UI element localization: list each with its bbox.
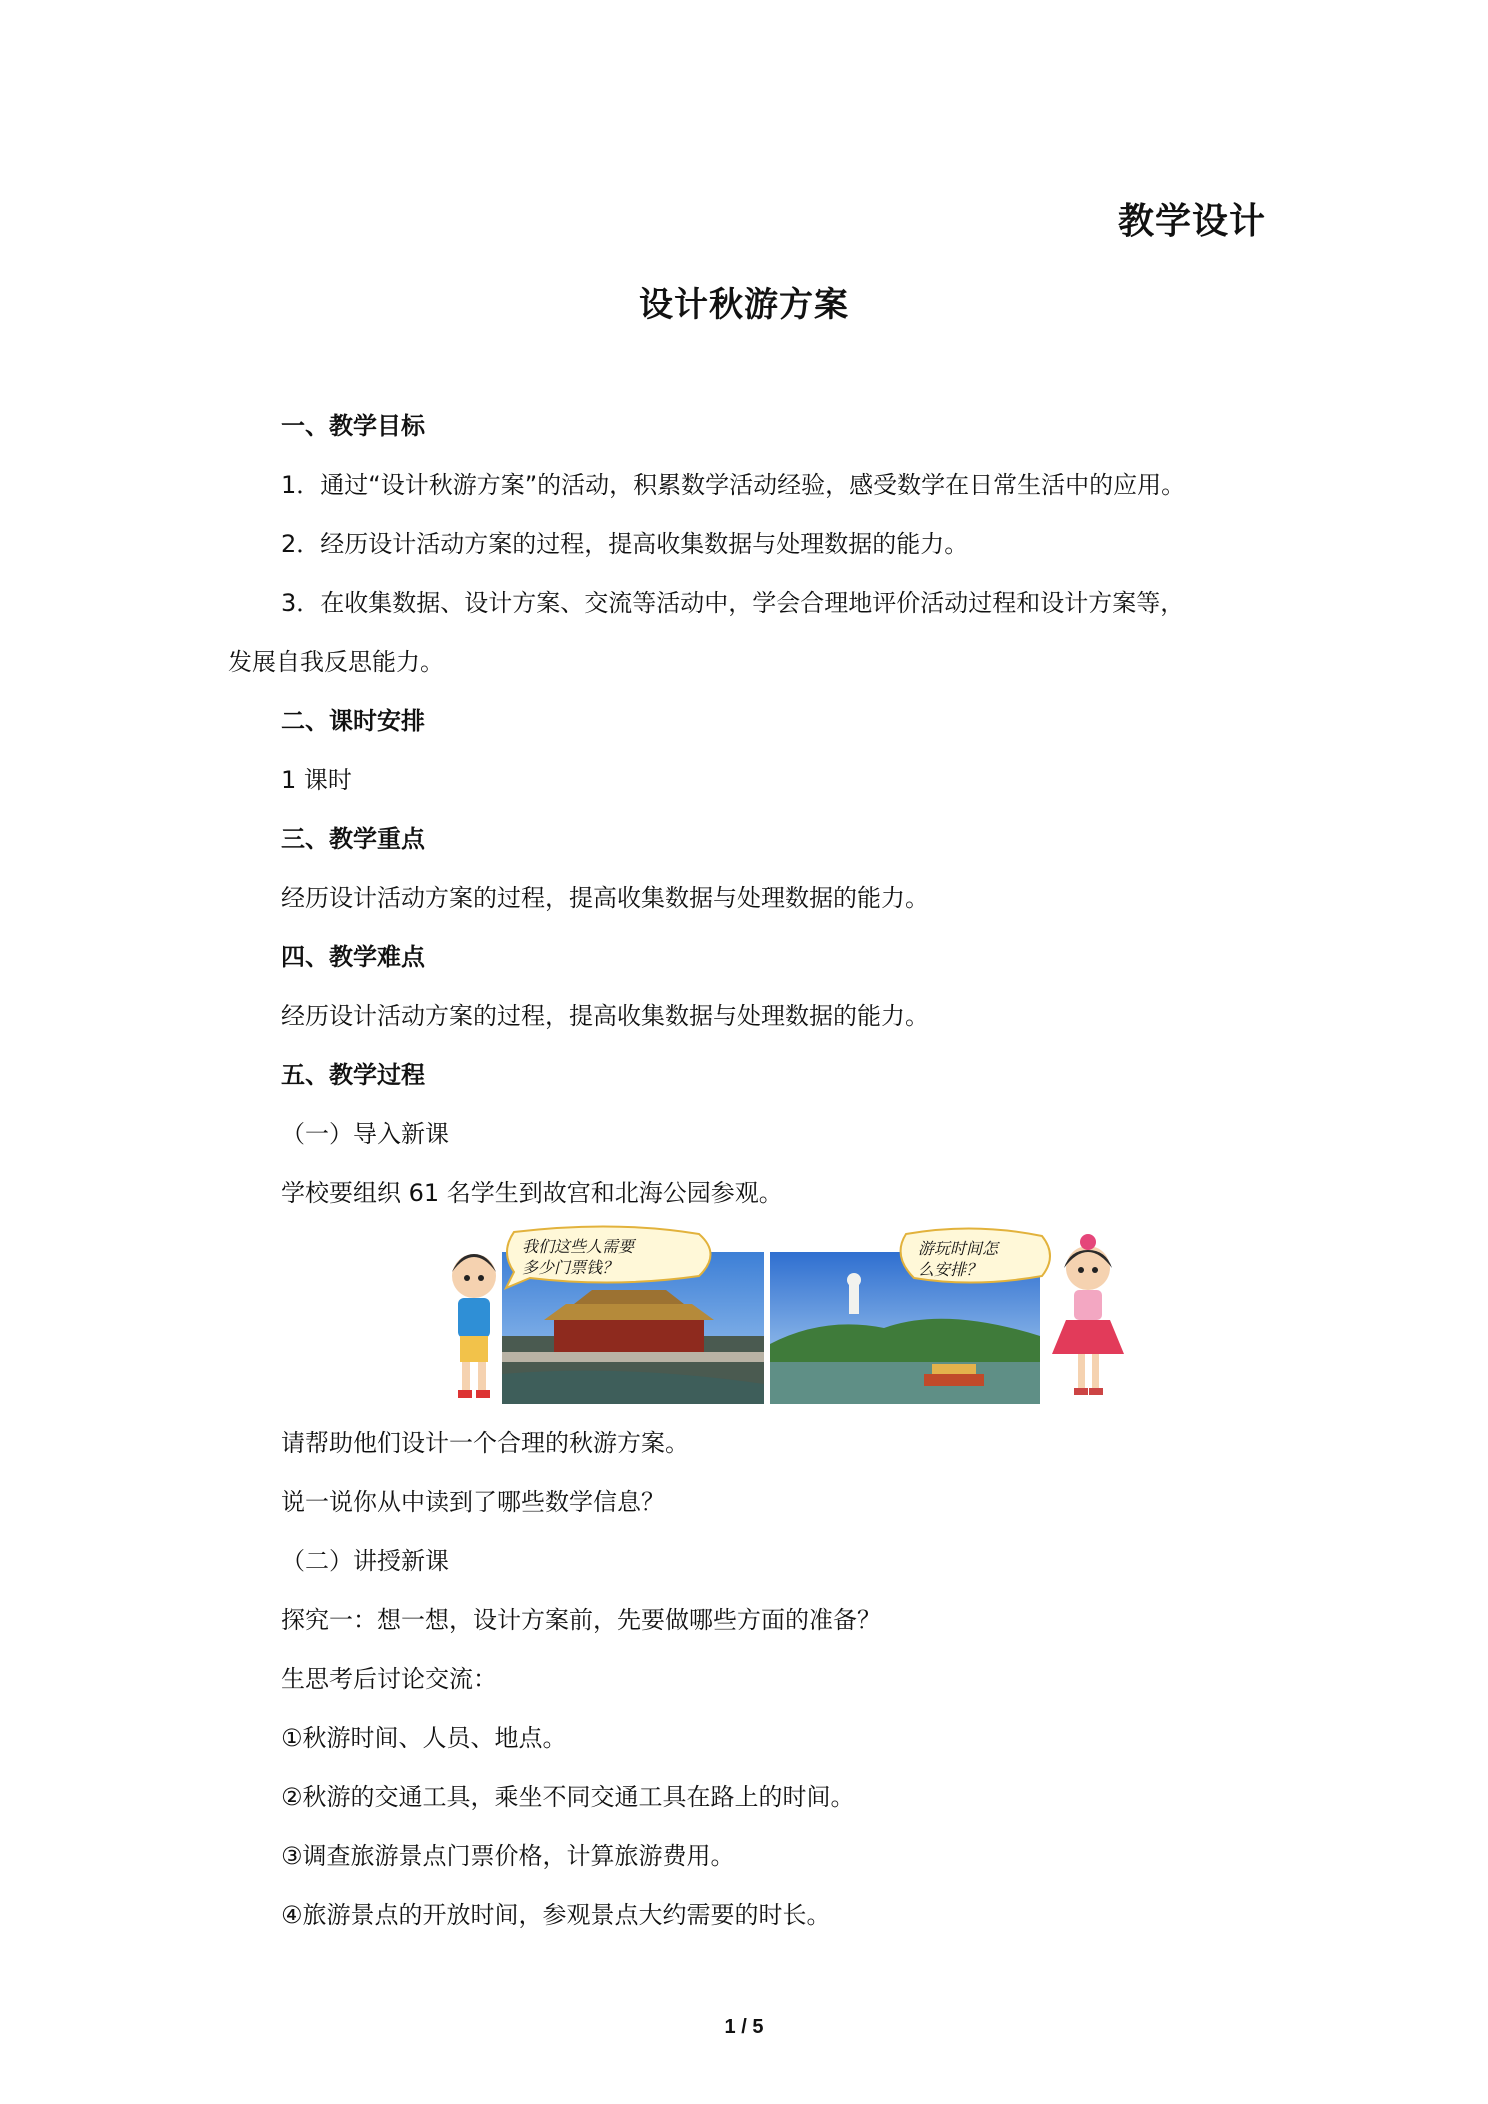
girl-bubble-line-2: 么安排？	[918, 1260, 983, 1279]
discussion-text: 生思考后讨论交流：	[281, 1665, 497, 1693]
goal-3-line-1: 3．在收集数据、设计方案、交流等活动中，学会合理地评价活动过程和设计方案等，	[281, 589, 1185, 617]
girl-speech-bubble	[901, 1228, 1050, 1282]
list-item: ①秋游时间、人员、地点。	[281, 1724, 567, 1752]
schedule-heading: 二、课时安排	[281, 707, 425, 735]
page-number: 1 / 5	[724, 2016, 764, 2038]
girl-bubble-line-1: 游玩时间怎	[918, 1239, 999, 1258]
boy-bubble-line-1: 我们这些人需要	[522, 1237, 635, 1256]
goal-1: 1．通过“设计秋游方案”的活动，积累数学活动经验，感受数学在日常生活中的应用。	[281, 471, 1186, 499]
girl-character	[1052, 1234, 1124, 1395]
difficulty-text: 经历设计活动方案的过程，提高收集数据与处理数据的能力。	[281, 1002, 929, 1030]
boy-character	[452, 1254, 496, 1398]
key-text: 经历设计活动方案的过程，提高收集数据与处理数据的能力。	[281, 884, 929, 912]
illustration	[444, 1224, 1134, 1408]
document-label: 教学设计	[1117, 201, 1266, 242]
question-text: 说一说你从中读到了哪些数学信息？	[281, 1488, 665, 1516]
boy-bubble-line-2: 多少门票钱？	[522, 1258, 619, 1277]
explore-1: 探究一：想一想，设计方案前，先要做哪些方面的准备？	[281, 1606, 881, 1634]
key-heading: 三、教学重点	[281, 825, 425, 853]
difficulty-heading: 四、教学难点	[281, 943, 425, 971]
goal-2: 2．经历设计活动方案的过程，提高收集数据与处理数据的能力。	[281, 530, 969, 558]
goal-3-line-2: 发展自我反思能力。	[228, 648, 444, 676]
task-text: 请帮助他们设计一个合理的秋游方案。	[281, 1429, 689, 1457]
illustration-svg	[444, 1224, 1134, 1408]
list-item: ③调查旅游景点门票价格，计算旅游费用。	[281, 1842, 735, 1870]
intro-subheading: （一）导入新课	[281, 1120, 449, 1148]
goals-heading: 一、教学目标	[281, 412, 425, 440]
list-item: ②秋游的交通工具，乘坐不同交通工具在路上的时间。	[281, 1783, 855, 1811]
process-heading: 五、教学过程	[281, 1061, 425, 1089]
new-lesson-subheading: （二）讲授新课	[281, 1547, 449, 1575]
document-title: 设计秋游方案	[639, 285, 849, 325]
boy-speech-bubble	[506, 1226, 711, 1288]
intro-text: 学校要组织 61 名学生到故宫和北海公园参观。	[281, 1179, 783, 1207]
list-item: ④旅游景点的开放时间，参观景点大约需要的时长。	[281, 1901, 831, 1929]
schedule-text: 1 课时	[281, 766, 352, 794]
